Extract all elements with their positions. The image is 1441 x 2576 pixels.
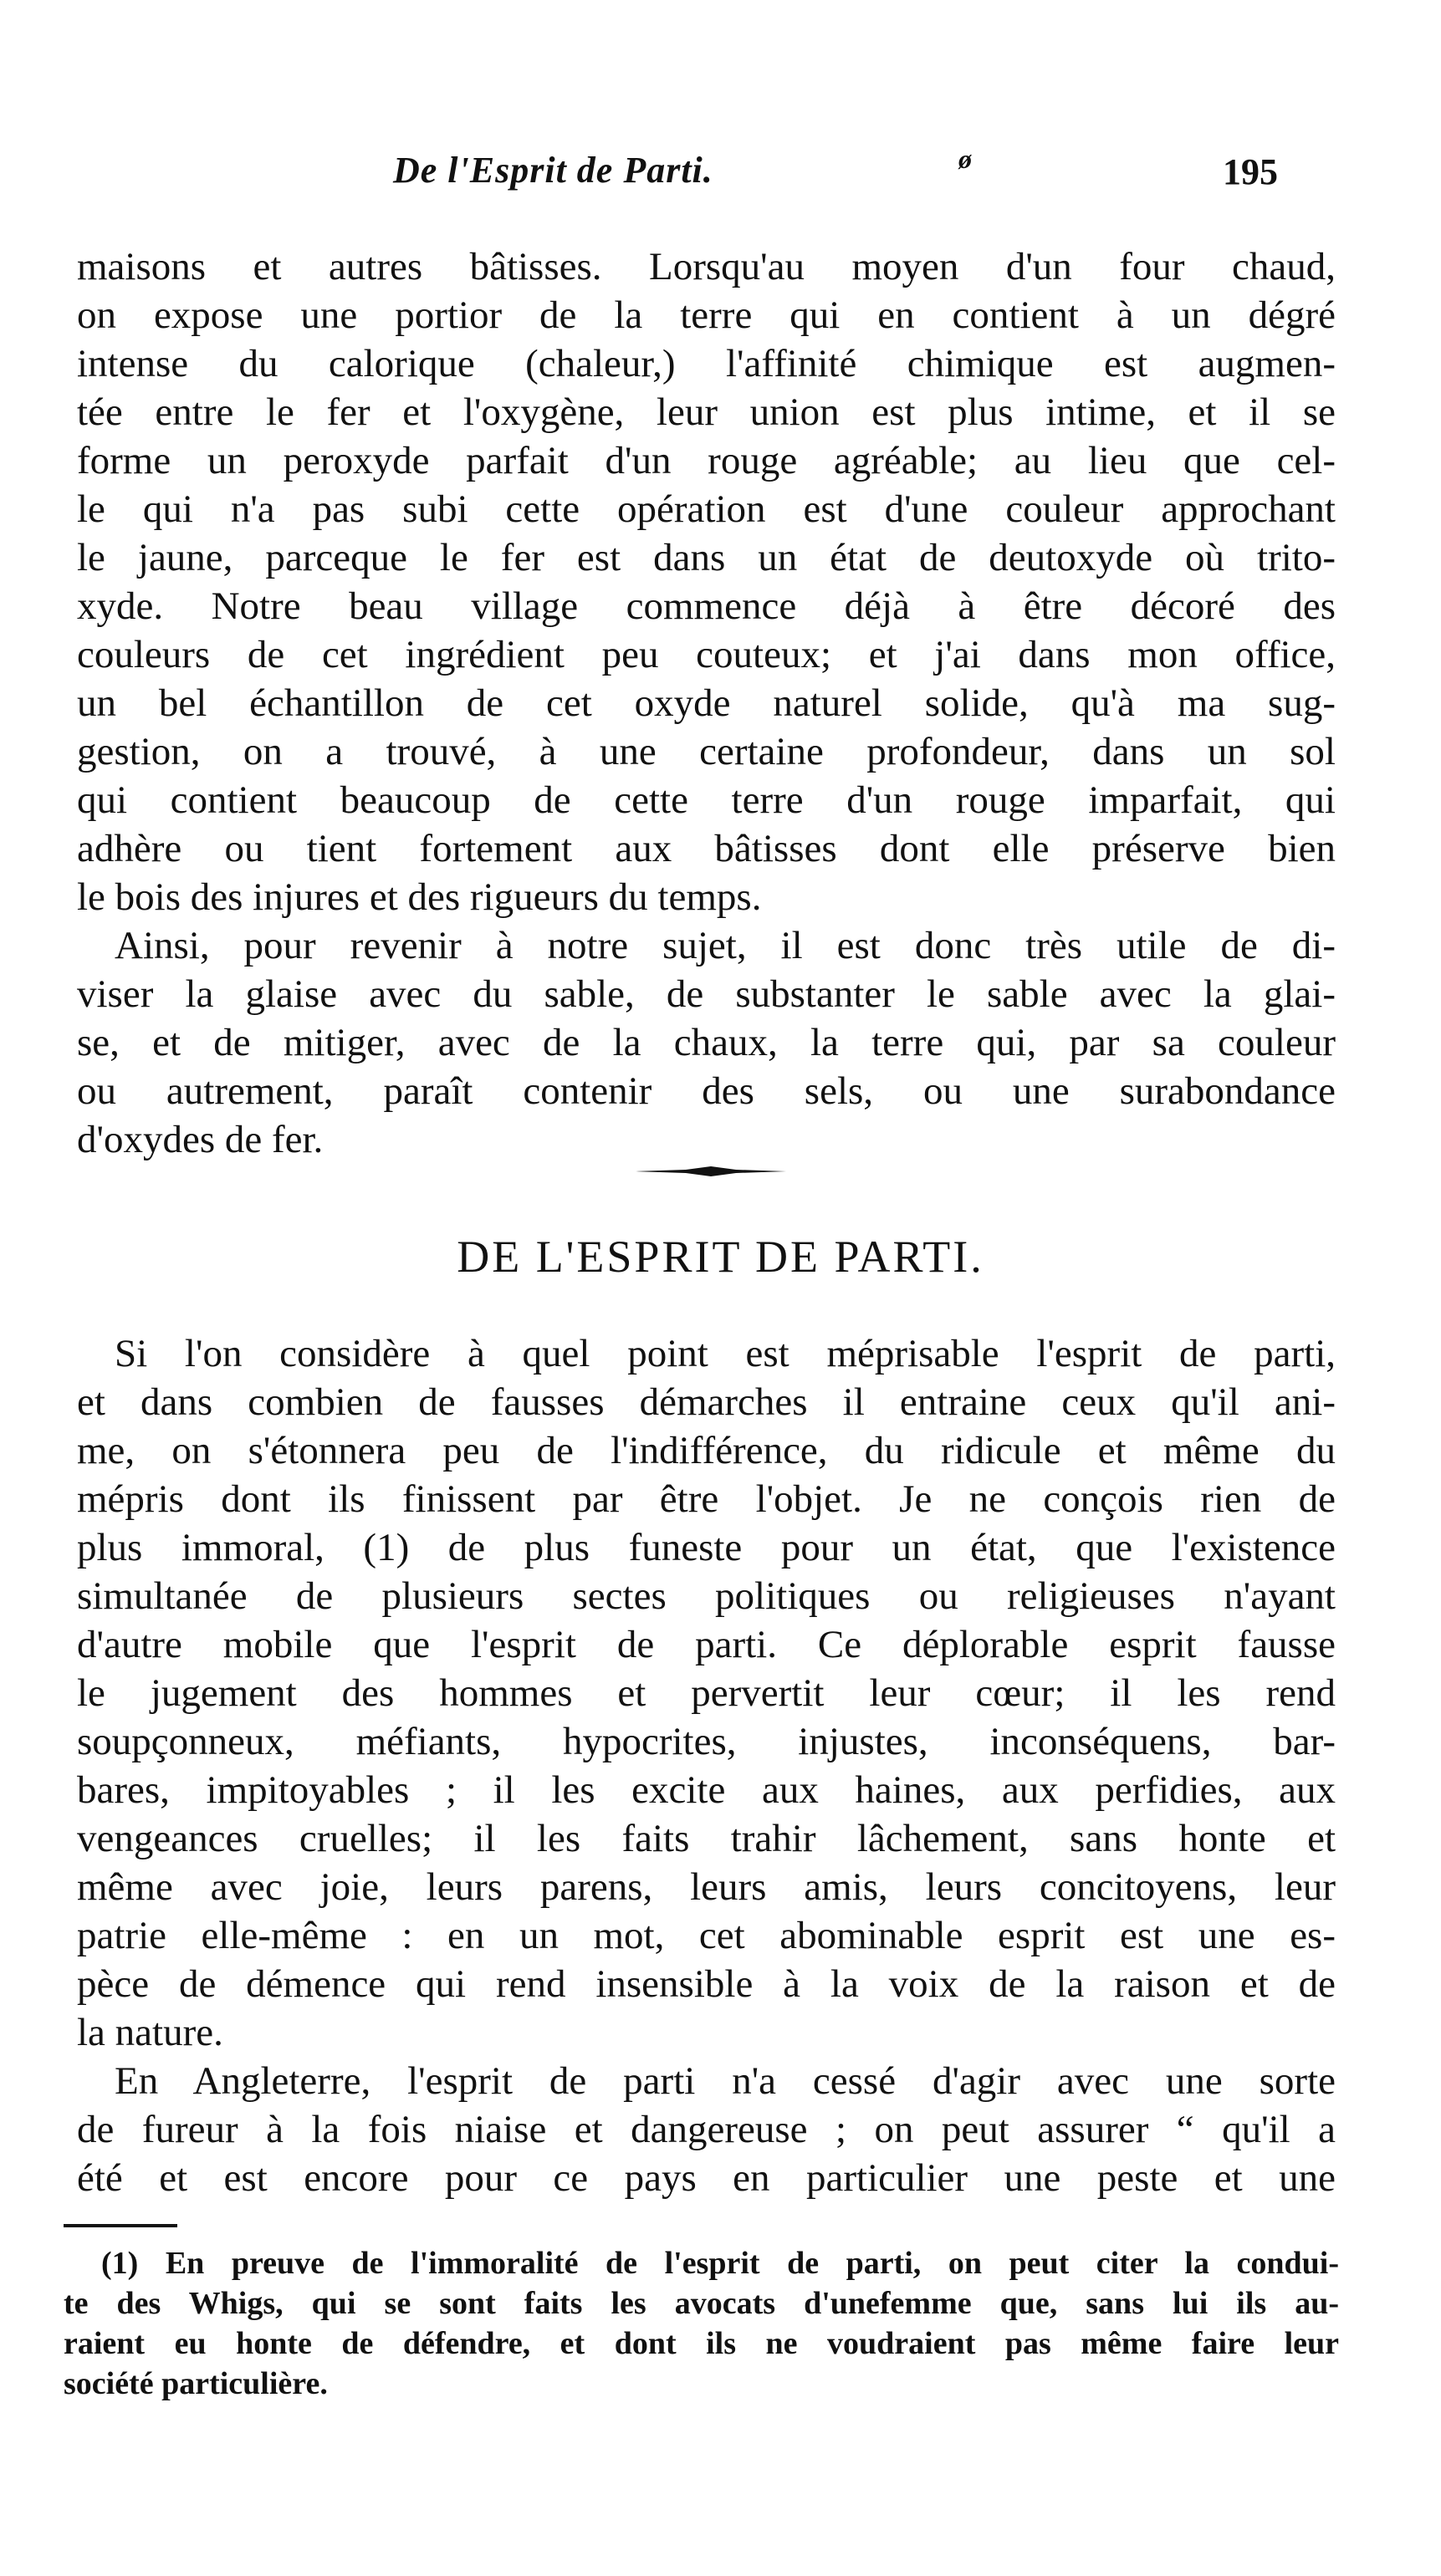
text-line: intense du calorique (chaleur,) l'affinité chimique est augmen- <box>77 342 1336 385</box>
text-line: été et est encore pour ce pays en particulier une peste et une <box>77 2156 1336 2200</box>
text-line: mépris dont ils finissent par être l'objet. Je ne conçois rien de <box>77 1477 1336 1521</box>
text-line: le qui n'a pas subi cette opération est d'une couleur approchant <box>77 487 1336 531</box>
previous-article-paragraph-1 <box>77 242 1336 921</box>
footnote-line: raient eu honte de défendre, et dont ils ne voudraient pas même faire leur <box>64 2326 1339 2361</box>
section-paragraph-1 <box>77 1329 1336 2057</box>
text-line: d'autre mobile que l'esprit de parti. Ce déplorable esprit fausse <box>77 1623 1336 1666</box>
text-line: soupçonneux, méfiants, hypocrites, injustes, inconséquens, bar- <box>77 1720 1336 1763</box>
text-line: vengeances cruelles; il les faits trahir lâchement, sans honte et <box>77 1817 1336 1860</box>
ornamental-divider <box>636 1166 786 1177</box>
text-line: xyde. Notre beau village commence déjà à être décoré des <box>77 584 1336 628</box>
text-line: et dans combien de fausses démarches il entraine ceux qu'il ani- <box>77 1380 1336 1424</box>
text-line: maisons et autres bâtisses. Lorsqu'au moyen d'un four chaud, <box>77 245 1336 288</box>
text-line: un bel échantillon de cet oxyde naturel solide, qu'à ma sug- <box>77 681 1336 725</box>
text-line: patrie elle-même : en un mot, cet abominable esprit est une es- <box>77 1914 1336 1957</box>
text-line: pèce de démence qui rend insensible à la voix de la raison et de <box>77 1962 1336 2006</box>
footnote-line: te des Whigs, qui se sont faits les avocats d'unefemme que, sans lui ils au- <box>64 2286 1339 2321</box>
text-line: couleurs de cet ingrédient peu couteux; et j'ai dans mon office, <box>77 633 1336 676</box>
text-line: qui contient beaucoup de cette terre d'un rouge imparfait, qui <box>77 778 1336 822</box>
text-line: on expose une portior de la terre qui en contient à un dégré <box>77 293 1336 337</box>
text-line: même avec joie, leurs parens, leurs amis, leurs concitoyens, leur <box>77 1865 1336 1909</box>
section-paragraph-2 <box>77 2057 1336 2202</box>
text-line: le bois des injures et des rigueurs du temps. <box>77 875 762 919</box>
text-line: Ainsi, pour revenir à notre sujet, il est donc très utile de di- <box>115 924 1336 967</box>
text-line: viser la glaise avec du sable, de substanter le sable avec la glai- <box>77 972 1336 1016</box>
footnote <box>64 2243 1339 2404</box>
text-line: le jaune, parceque le fer est dans un état de deutoxyde où trito- <box>77 536 1336 579</box>
running-header <box>0 144 1441 199</box>
footnote-line: (1) En preuve de l'immoralité de l'esprit de parti, on peut citer la condui- <box>101 2246 1339 2281</box>
text-line: me, on s'étonnera peu de l'indifférence, du ridicule et même du <box>77 1429 1336 1472</box>
footnote-line: société particulière. <box>64 2366 328 2401</box>
text-line: d'oxydes de fer. <box>77 1118 324 1161</box>
page-number: 195 <box>1223 151 1278 192</box>
text-line: le jugement des hommes et pervertit leur cœur; il les rend <box>77 1671 1336 1715</box>
text-line: adhère ou tient fortement aux bâtisses dont elle préserve bien <box>77 827 1336 870</box>
text-line: En Angleterre, l'esprit de parti n'a cessé d'agir avec une sorte <box>115 2059 1336 2103</box>
previous-article-paragraph-2 <box>77 921 1336 1164</box>
section-heading: DE L'ESPRIT DE PARTI. <box>457 1232 984 1282</box>
running-title: De l'Esprit de Parti. <box>393 150 713 191</box>
footnote-rule <box>64 2224 177 2227</box>
text-line: se, et de mitiger, avec de la chaux, la terre qui, par sa couleur <box>77 1021 1336 1064</box>
text-line: Si l'on considère à quel point est méprisable l'esprit de parti, <box>115 1332 1336 1375</box>
text-line: forme un peroxyde parfait d'un rouge agréable; au lieu que cel- <box>77 439 1336 482</box>
text-line: la nature. <box>77 2011 223 2054</box>
text-line: tée entre le fer et l'oxygène, leur union est plus intime, et il se <box>77 390 1336 434</box>
text-line: ou autrement, paraît contenir des sels, ou une surabondance <box>77 1069 1336 1113</box>
text-line: de fureur à la fois niaise et dangereuse ; on peut assurer “ qu'il a <box>77 2108 1336 2151</box>
text-line: plus immoral, (1) de plus funeste pour un état, que l'existence <box>77 1526 1336 1569</box>
text-line: simultanée de plusieurs sectes politiques ou religieuses n'ayant <box>77 1574 1336 1618</box>
printer-mark: ø <box>958 144 972 174</box>
text-line: bares, impitoyables ; il les excite aux haines, aux perfidies, aux <box>77 1768 1336 1812</box>
text-line: gestion, on a trouvé, à une certaine profondeur, dans un sol <box>77 730 1336 773</box>
